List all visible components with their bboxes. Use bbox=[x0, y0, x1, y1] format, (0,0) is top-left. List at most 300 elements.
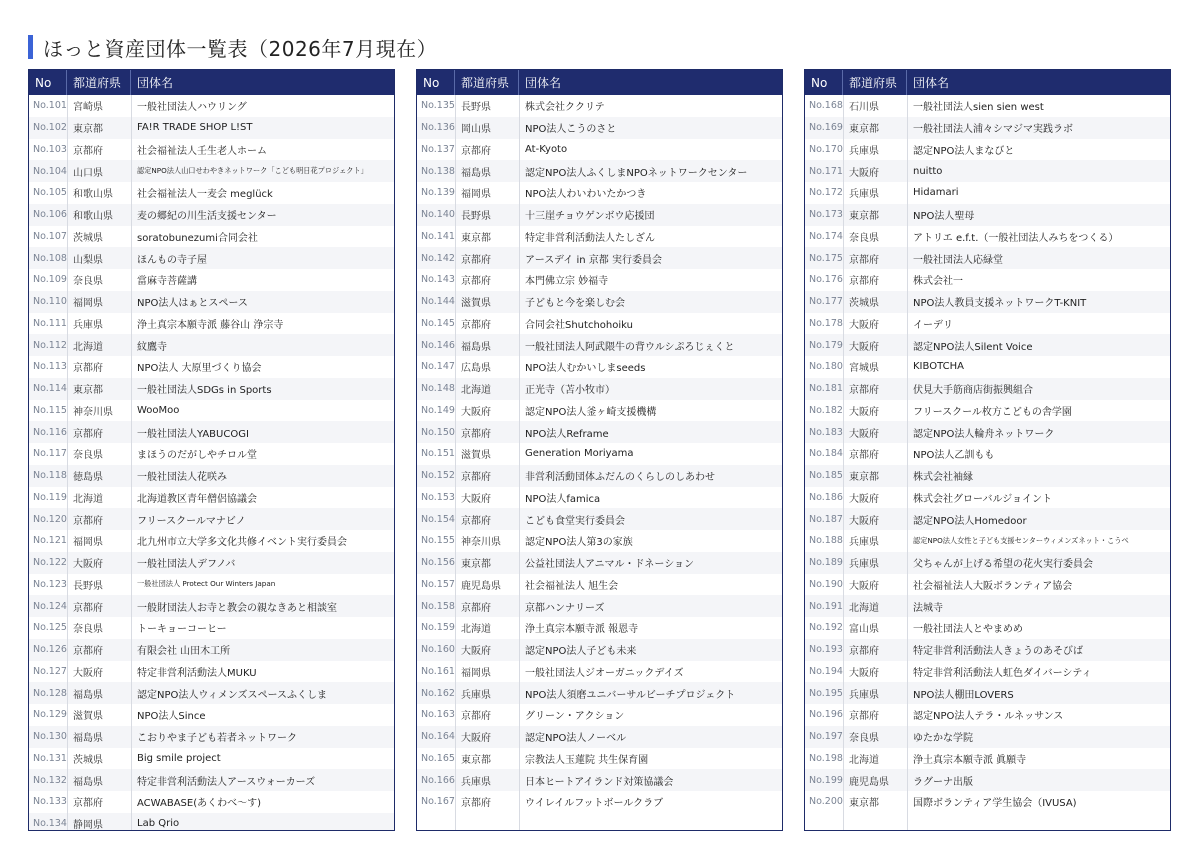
row-prefecture: 大阪府 bbox=[849, 167, 879, 179]
row-prefecture: 京都府 bbox=[73, 145, 103, 157]
row-number: No.139 bbox=[421, 187, 455, 199]
row-prefecture: 奈良県 bbox=[849, 733, 879, 745]
table-row bbox=[417, 160, 782, 182]
table-row bbox=[417, 639, 782, 661]
row-number: No.138 bbox=[421, 165, 455, 177]
row-prefecture: 鹿児島県 bbox=[461, 580, 501, 592]
row-organization-name: 認定NPO法人テラ・ルネッサンス bbox=[913, 711, 1064, 723]
row-number: No.142 bbox=[421, 252, 455, 264]
row-prefecture: 滋賀県 bbox=[461, 450, 491, 462]
row-organization-name: NPO法人Reframe bbox=[525, 428, 609, 440]
table-row bbox=[29, 95, 394, 117]
row-prefecture: 東京都 bbox=[461, 559, 491, 571]
row-organization-name: アースデイ in 京都 実行委員会 bbox=[525, 254, 662, 266]
row-prefecture: 京都府 bbox=[849, 450, 879, 462]
table-row bbox=[805, 117, 1170, 139]
row-prefecture: 鹿児島県 bbox=[849, 776, 889, 788]
row-organization-name: ラグーナ出版 bbox=[913, 776, 973, 788]
row-number: No.154 bbox=[421, 513, 455, 525]
table-row bbox=[417, 400, 782, 422]
row-organization-name: FA!R TRADE SHOP L!ST bbox=[137, 122, 253, 134]
row-number: No.186 bbox=[809, 491, 843, 503]
row-prefecture: 大阪府 bbox=[849, 319, 879, 331]
row-prefecture: 奈良県 bbox=[73, 624, 103, 636]
row-number: No.164 bbox=[421, 731, 455, 743]
table-row bbox=[417, 95, 782, 117]
row-number: No.163 bbox=[421, 709, 455, 721]
table-panel-1 bbox=[28, 69, 395, 831]
row-number: No.199 bbox=[809, 774, 843, 786]
row-number: No.190 bbox=[809, 578, 843, 590]
table-row bbox=[29, 574, 394, 596]
table-panel-2 bbox=[416, 69, 783, 831]
row-organization-name: 父ちゃんが上げる希望の花火実行委員会 bbox=[913, 559, 1093, 571]
row-prefecture: 北海道 bbox=[849, 754, 879, 766]
row-organization-name: 特定非営利活動法人虹色ダイバーシティ bbox=[913, 667, 1092, 679]
row-prefecture: 富山県 bbox=[849, 624, 879, 636]
column-divider bbox=[907, 95, 908, 830]
row-organization-name: 一般社団法人花咲み bbox=[137, 472, 227, 484]
table-row bbox=[417, 704, 782, 726]
row-organization-name: 北海道教区青年僧侶協議会 bbox=[137, 493, 257, 505]
row-organization-name: 一般社団法人SDGs in Sports bbox=[137, 385, 272, 397]
row-prefecture: 東京都 bbox=[73, 385, 103, 397]
row-organization-name: 特定非営利活動法人たしざん bbox=[525, 232, 655, 244]
table-header bbox=[29, 70, 394, 95]
column-header-prefecture: 都道府県 bbox=[843, 70, 907, 95]
row-organization-name: 宗教法人玉蓮院 共生保育園 bbox=[525, 754, 649, 766]
row-prefecture: 福岡県 bbox=[461, 189, 491, 201]
table-row bbox=[805, 226, 1170, 248]
row-prefecture: 東京都 bbox=[849, 211, 879, 223]
table-row bbox=[29, 639, 394, 661]
row-number: No.183 bbox=[809, 426, 843, 438]
row-prefecture: 大阪府 bbox=[461, 646, 491, 658]
row-organization-name: ゆたかな学院 bbox=[913, 733, 973, 745]
table-row bbox=[417, 269, 782, 291]
column-header-name: 団体名 bbox=[525, 76, 562, 90]
table-row bbox=[29, 465, 394, 487]
row-organization-name: 社会福祉法人大阪ボランティア協会 bbox=[913, 580, 1073, 592]
row-prefecture: 福島県 bbox=[461, 341, 491, 353]
row-prefecture: 兵庫県 bbox=[849, 189, 879, 201]
row-number: No.200 bbox=[809, 796, 843, 808]
table-row bbox=[417, 443, 782, 465]
row-organization-name: 非営利活動団体ふだんのくらしのしあわせ bbox=[525, 472, 715, 484]
row-organization-name: NPO法人Since bbox=[137, 711, 206, 723]
row-organization-name: 特定非営利活動法人きょうのあそびば bbox=[913, 646, 1083, 658]
row-organization-name: 一般社団法人ハウリング bbox=[137, 102, 247, 114]
row-number: No.168 bbox=[809, 100, 843, 112]
table-panel-3 bbox=[804, 69, 1171, 831]
row-prefecture: 大阪府 bbox=[73, 667, 103, 679]
column-header-prefecture: 都道府県 bbox=[67, 70, 131, 95]
row-number: No.178 bbox=[809, 317, 843, 329]
row-prefecture: 茨城県 bbox=[73, 232, 103, 244]
row-organization-name: 認定NPO法人山口せわやきネットワーク「こども明日花プロジェクト」 bbox=[137, 166, 368, 176]
table-row bbox=[417, 530, 782, 552]
table-row bbox=[805, 661, 1170, 683]
row-organization-name: NPO法人はぁとスペース bbox=[137, 298, 248, 310]
row-prefecture: 兵庫県 bbox=[461, 689, 491, 701]
row-number: No.101 bbox=[33, 100, 67, 112]
row-number: No.165 bbox=[421, 752, 455, 764]
row-organization-name: 株式会社ククリテ bbox=[525, 102, 605, 114]
row-prefecture: 奈良県 bbox=[73, 450, 103, 462]
column-header-no: No bbox=[805, 70, 843, 95]
table-row bbox=[805, 95, 1170, 117]
table-row bbox=[805, 487, 1170, 509]
row-number: No.166 bbox=[421, 774, 455, 786]
row-organization-name: 當麻寺菩薩講 bbox=[137, 276, 197, 288]
row-organization-name: WooMoo bbox=[137, 404, 180, 416]
table-row bbox=[805, 421, 1170, 443]
row-prefecture: 兵庫県 bbox=[849, 145, 879, 157]
table-row bbox=[29, 291, 394, 313]
row-prefecture: 神奈川県 bbox=[73, 406, 113, 418]
row-number: No.158 bbox=[421, 600, 455, 612]
row-number: No.182 bbox=[809, 404, 843, 416]
row-number: No.121 bbox=[33, 535, 67, 547]
row-organization-name: 認定NPO法人ふくしまNPOネットワークセンター bbox=[525, 167, 748, 179]
row-number: No.148 bbox=[421, 383, 455, 395]
row-number: No.149 bbox=[421, 404, 455, 416]
table-row bbox=[29, 182, 394, 204]
table-row bbox=[417, 356, 782, 378]
row-prefecture: 広島県 bbox=[461, 363, 491, 375]
row-number: No.156 bbox=[421, 557, 455, 569]
row-organization-name: NPO法人むかいしまseeds bbox=[525, 363, 646, 375]
row-number: No.140 bbox=[421, 209, 455, 221]
row-number: No.171 bbox=[809, 165, 843, 177]
row-prefecture: 京都府 bbox=[849, 646, 879, 658]
row-organization-name: こおりやま子ども若者ネットワーク bbox=[137, 733, 297, 745]
row-number: No.185 bbox=[809, 470, 843, 482]
row-number: No.177 bbox=[809, 296, 843, 308]
row-organization-name: 認定NPO法人Silent Voice bbox=[913, 341, 1033, 353]
row-organization-name: フリースクールマナビノ bbox=[137, 515, 246, 527]
row-prefecture: 宮城県 bbox=[849, 363, 879, 375]
row-prefecture: 奈良県 bbox=[73, 276, 103, 288]
row-number: No.134 bbox=[33, 818, 67, 830]
table-row bbox=[29, 726, 394, 748]
row-number: No.191 bbox=[809, 600, 843, 612]
row-number: No.189 bbox=[809, 557, 843, 569]
row-organization-name: 認定NPO法人ノーベル bbox=[525, 733, 627, 745]
row-organization-name: 一般財団法人お寺と教会の親なきあと相談室 bbox=[137, 602, 337, 614]
row-organization-name: NPO法人聖母 bbox=[913, 211, 975, 223]
table-row bbox=[805, 552, 1170, 574]
title-accent-bar bbox=[28, 35, 33, 59]
row-organization-name: At-Kyoto bbox=[525, 143, 568, 155]
row-organization-name: 伏見大手筋商店街振興組合 bbox=[913, 385, 1033, 397]
row-prefecture: 兵庫県 bbox=[849, 689, 879, 701]
row-organization-name: 社会福祉法人 旭生会 bbox=[525, 580, 619, 592]
row-number: No.173 bbox=[809, 209, 843, 221]
row-organization-name: NPO法人乙訓もも bbox=[913, 450, 995, 462]
row-prefecture: 京都府 bbox=[461, 602, 491, 614]
row-organization-name: 公益社団法人アニマル・ドネーション bbox=[525, 559, 694, 571]
table-row bbox=[805, 356, 1170, 378]
row-number: No.144 bbox=[421, 296, 455, 308]
table-row bbox=[29, 421, 394, 443]
row-prefecture: 福岡県 bbox=[73, 298, 103, 310]
row-number: No.118 bbox=[33, 470, 67, 482]
row-organization-name: NPO法人須磨ユニバーサルビーチプロジェクト bbox=[525, 689, 736, 701]
row-number: No.194 bbox=[809, 665, 843, 677]
table-row bbox=[29, 247, 394, 269]
row-organization-name: 正光寺（苫小牧市） bbox=[525, 385, 615, 397]
row-organization-name: NPO法人わいわいたかつき bbox=[525, 189, 647, 201]
row-number: No.109 bbox=[33, 274, 67, 286]
row-prefecture: 茨城県 bbox=[73, 754, 103, 766]
row-organization-name: NPO法人famica bbox=[525, 493, 601, 505]
table-header bbox=[417, 70, 782, 95]
table-row bbox=[29, 769, 394, 791]
row-organization-name: KIBOTCHA bbox=[913, 361, 964, 373]
row-prefecture: 長野県 bbox=[461, 211, 491, 223]
row-number: No.119 bbox=[33, 491, 67, 503]
row-number: No.112 bbox=[33, 339, 67, 351]
table-row bbox=[417, 661, 782, 683]
column-header-prefecture: 都道府県 bbox=[455, 70, 519, 95]
row-organization-name: 認定NPO法人輪舟ネットワーク bbox=[913, 428, 1055, 440]
row-prefecture: 石川県 bbox=[849, 102, 879, 114]
row-number: No.157 bbox=[421, 578, 455, 590]
row-organization-name: 一般社団法人阿武隈牛の背ウルシぷろじぇくと bbox=[525, 341, 735, 353]
table-row bbox=[805, 748, 1170, 770]
row-prefecture: 京都府 bbox=[461, 472, 491, 484]
row-organization-name: 合同会社Shutchohoiku bbox=[525, 319, 633, 331]
row-number: No.122 bbox=[33, 557, 67, 569]
row-number: No.120 bbox=[33, 513, 67, 525]
table-row bbox=[417, 226, 782, 248]
table-row bbox=[417, 139, 782, 161]
row-number: No.180 bbox=[809, 361, 843, 373]
row-prefecture: 兵庫県 bbox=[73, 319, 103, 331]
row-number: No.188 bbox=[809, 535, 843, 547]
table-row bbox=[29, 530, 394, 552]
table-body bbox=[805, 95, 1170, 830]
row-prefecture: 奈良県 bbox=[849, 232, 879, 244]
table-row bbox=[29, 400, 394, 422]
row-prefecture: 北海道 bbox=[461, 624, 491, 636]
row-organization-name: 株式会社一 bbox=[913, 276, 963, 288]
row-number: No.192 bbox=[809, 622, 843, 634]
row-number: No.153 bbox=[421, 491, 455, 503]
row-prefecture: 福島県 bbox=[461, 167, 491, 179]
table-row bbox=[417, 204, 782, 226]
row-number: No.115 bbox=[33, 404, 67, 416]
row-number: No.169 bbox=[809, 122, 843, 134]
row-prefecture: 京都府 bbox=[849, 711, 879, 723]
row-number: No.195 bbox=[809, 687, 843, 699]
table-row bbox=[805, 400, 1170, 422]
row-prefecture: 北海道 bbox=[73, 493, 103, 505]
row-organization-name: 株式会社袖縁 bbox=[913, 472, 973, 484]
table-row bbox=[29, 204, 394, 226]
column-header-no: No bbox=[29, 70, 67, 95]
row-prefecture: 宮崎県 bbox=[73, 102, 103, 114]
row-prefecture: 京都府 bbox=[849, 254, 879, 266]
row-number: No.198 bbox=[809, 752, 843, 764]
row-number: No.126 bbox=[33, 644, 67, 656]
page-title: ほっと資産団体一覧表（2026年7月現在） bbox=[43, 36, 438, 61]
table-row bbox=[29, 682, 394, 704]
table-row bbox=[805, 791, 1170, 813]
table-row bbox=[29, 117, 394, 139]
table-row bbox=[417, 791, 782, 813]
row-organization-name: 京都ハンナリーズ bbox=[525, 602, 605, 614]
column-header-no: No bbox=[417, 70, 455, 95]
row-number: No.187 bbox=[809, 513, 843, 525]
row-number: No.179 bbox=[809, 339, 843, 351]
row-number: No.108 bbox=[33, 252, 67, 264]
row-number: No.125 bbox=[33, 622, 67, 634]
table-row bbox=[29, 443, 394, 465]
row-organization-name: Lab Qrio bbox=[137, 818, 180, 830]
row-prefecture: 静岡県 bbox=[73, 820, 103, 831]
row-number: No.172 bbox=[809, 187, 843, 199]
table-row bbox=[29, 356, 394, 378]
row-organization-name: soratobunezumi合同会社 bbox=[137, 232, 258, 244]
row-number: No.181 bbox=[809, 383, 843, 395]
table-row bbox=[805, 378, 1170, 400]
row-organization-name: ACWABASE(あくわべ〜す) bbox=[137, 798, 261, 810]
row-number: No.146 bbox=[421, 339, 455, 351]
row-organization-name: 認定NPO法人Homedoor bbox=[913, 515, 1027, 527]
row-prefecture: 長野県 bbox=[73, 580, 103, 592]
table-row bbox=[417, 508, 782, 530]
row-prefecture: 滋賀県 bbox=[461, 298, 491, 310]
row-number: No.111 bbox=[33, 317, 67, 329]
row-number: No.151 bbox=[421, 448, 455, 460]
table-row bbox=[805, 530, 1170, 552]
row-prefecture: 福島県 bbox=[73, 733, 103, 745]
row-prefecture: 京都府 bbox=[73, 363, 103, 375]
row-prefecture: 徳島県 bbox=[73, 472, 103, 484]
row-number: No.137 bbox=[421, 143, 455, 155]
table-row bbox=[805, 291, 1170, 313]
row-number: No.116 bbox=[33, 426, 67, 438]
row-number: No.132 bbox=[33, 774, 67, 786]
row-organization-name: Generation Moriyama bbox=[525, 448, 634, 460]
row-organization-name: 北九州市立大学多文化共修イベント実行委員会 bbox=[137, 537, 347, 549]
row-number: No.105 bbox=[33, 187, 67, 199]
row-prefecture: 滋賀県 bbox=[73, 711, 103, 723]
row-prefecture: 大阪府 bbox=[73, 559, 103, 571]
table-row bbox=[805, 726, 1170, 748]
row-number: No.159 bbox=[421, 622, 455, 634]
row-organization-name: NPO法人こうのさと bbox=[525, 124, 617, 136]
row-organization-name: 国際ボランティア学生協会（IVUSA) bbox=[913, 798, 1077, 810]
table-row bbox=[29, 160, 394, 182]
row-prefecture: 山梨県 bbox=[73, 254, 103, 266]
table-row bbox=[805, 617, 1170, 639]
row-prefecture: 大阪府 bbox=[849, 428, 879, 440]
row-organization-name: 本門佛立宗 妙福寺 bbox=[525, 276, 609, 288]
row-number: No.129 bbox=[33, 709, 67, 721]
row-prefecture: 京都府 bbox=[461, 145, 491, 157]
row-organization-name: グリーン・アクション bbox=[525, 711, 625, 723]
column-divider bbox=[519, 95, 520, 830]
table-row bbox=[417, 487, 782, 509]
table-row bbox=[805, 269, 1170, 291]
row-organization-name: NPO法人 大原里づくり協会 bbox=[137, 363, 262, 375]
row-organization-name: 浄土真宗本願寺派 報恩寺 bbox=[525, 624, 639, 636]
row-organization-name: 一般社団法人 Protect Our Winters Japan bbox=[137, 579, 276, 589]
row-number: No.135 bbox=[421, 100, 455, 112]
row-number: No.196 bbox=[809, 709, 843, 721]
row-organization-name: 一般社団法人sien sien west bbox=[913, 102, 1044, 114]
row-prefecture: 東京都 bbox=[461, 232, 491, 244]
row-number: No.141 bbox=[421, 230, 455, 242]
row-organization-name: 一般社団法人浦々シマジマ実践ラボ bbox=[913, 124, 1073, 136]
table-row bbox=[417, 595, 782, 617]
row-number: No.114 bbox=[33, 383, 67, 395]
row-prefecture: 京都府 bbox=[73, 798, 103, 810]
row-prefecture: 京都府 bbox=[461, 319, 491, 331]
table-row bbox=[29, 508, 394, 530]
row-number: No.176 bbox=[809, 274, 843, 286]
row-prefecture: 東京都 bbox=[849, 124, 879, 136]
row-number: No.107 bbox=[33, 230, 67, 242]
row-number: No.161 bbox=[421, 665, 455, 677]
table-row bbox=[417, 465, 782, 487]
row-prefecture: 大阪府 bbox=[849, 515, 879, 527]
row-number: No.155 bbox=[421, 535, 455, 547]
table-row bbox=[417, 574, 782, 596]
table-row bbox=[805, 465, 1170, 487]
row-organization-name: トーキョーコーヒー bbox=[137, 624, 227, 636]
table-row bbox=[417, 313, 782, 335]
table-row bbox=[805, 313, 1170, 335]
row-prefecture: 京都府 bbox=[461, 798, 491, 810]
row-organization-name: 社会福祉法人壬生老人ホーム bbox=[137, 145, 267, 157]
row-organization-name: NPO法人教員支援ネットワークT-KNIT bbox=[913, 298, 1087, 310]
row-prefecture: 東京都 bbox=[461, 754, 491, 766]
table-row bbox=[805, 443, 1170, 465]
table-row bbox=[805, 182, 1170, 204]
row-number: No.113 bbox=[33, 361, 67, 373]
row-prefecture: 茨城県 bbox=[849, 298, 879, 310]
column-divider bbox=[67, 95, 68, 830]
row-organization-name: 認定NPO法人まなびと bbox=[913, 145, 1015, 157]
table-row bbox=[805, 769, 1170, 791]
table-row bbox=[29, 813, 394, 831]
table-body bbox=[29, 95, 394, 830]
table-header bbox=[805, 70, 1170, 95]
row-prefecture: 東京都 bbox=[849, 472, 879, 484]
row-organization-name: 認定NPO法人女性と子ども支援センターウィメンズネット・こうべ bbox=[913, 535, 1129, 545]
row-organization-name: 特定非営利活動法人MUKU bbox=[137, 667, 257, 679]
row-prefecture: 山口県 bbox=[73, 167, 103, 179]
row-prefecture: 京都府 bbox=[461, 276, 491, 288]
row-organization-name: フリースクール枚方こどもの舎学園 bbox=[913, 406, 1072, 418]
table-row bbox=[805, 595, 1170, 617]
table-row bbox=[417, 748, 782, 770]
table-row bbox=[29, 139, 394, 161]
row-number: No.130 bbox=[33, 731, 67, 743]
row-number: No.150 bbox=[421, 426, 455, 438]
row-number: No.162 bbox=[421, 687, 455, 699]
row-prefecture: 大阪府 bbox=[849, 406, 879, 418]
row-prefecture: 北海道 bbox=[461, 385, 491, 397]
row-number: No.127 bbox=[33, 665, 67, 677]
row-organization-name: 一般社団法人とやまめめ bbox=[913, 624, 1023, 636]
row-number: No.175 bbox=[809, 252, 843, 264]
row-organization-name: アトリエ e.f.t.（一般社団法人みちをつくる） bbox=[913, 232, 1119, 244]
